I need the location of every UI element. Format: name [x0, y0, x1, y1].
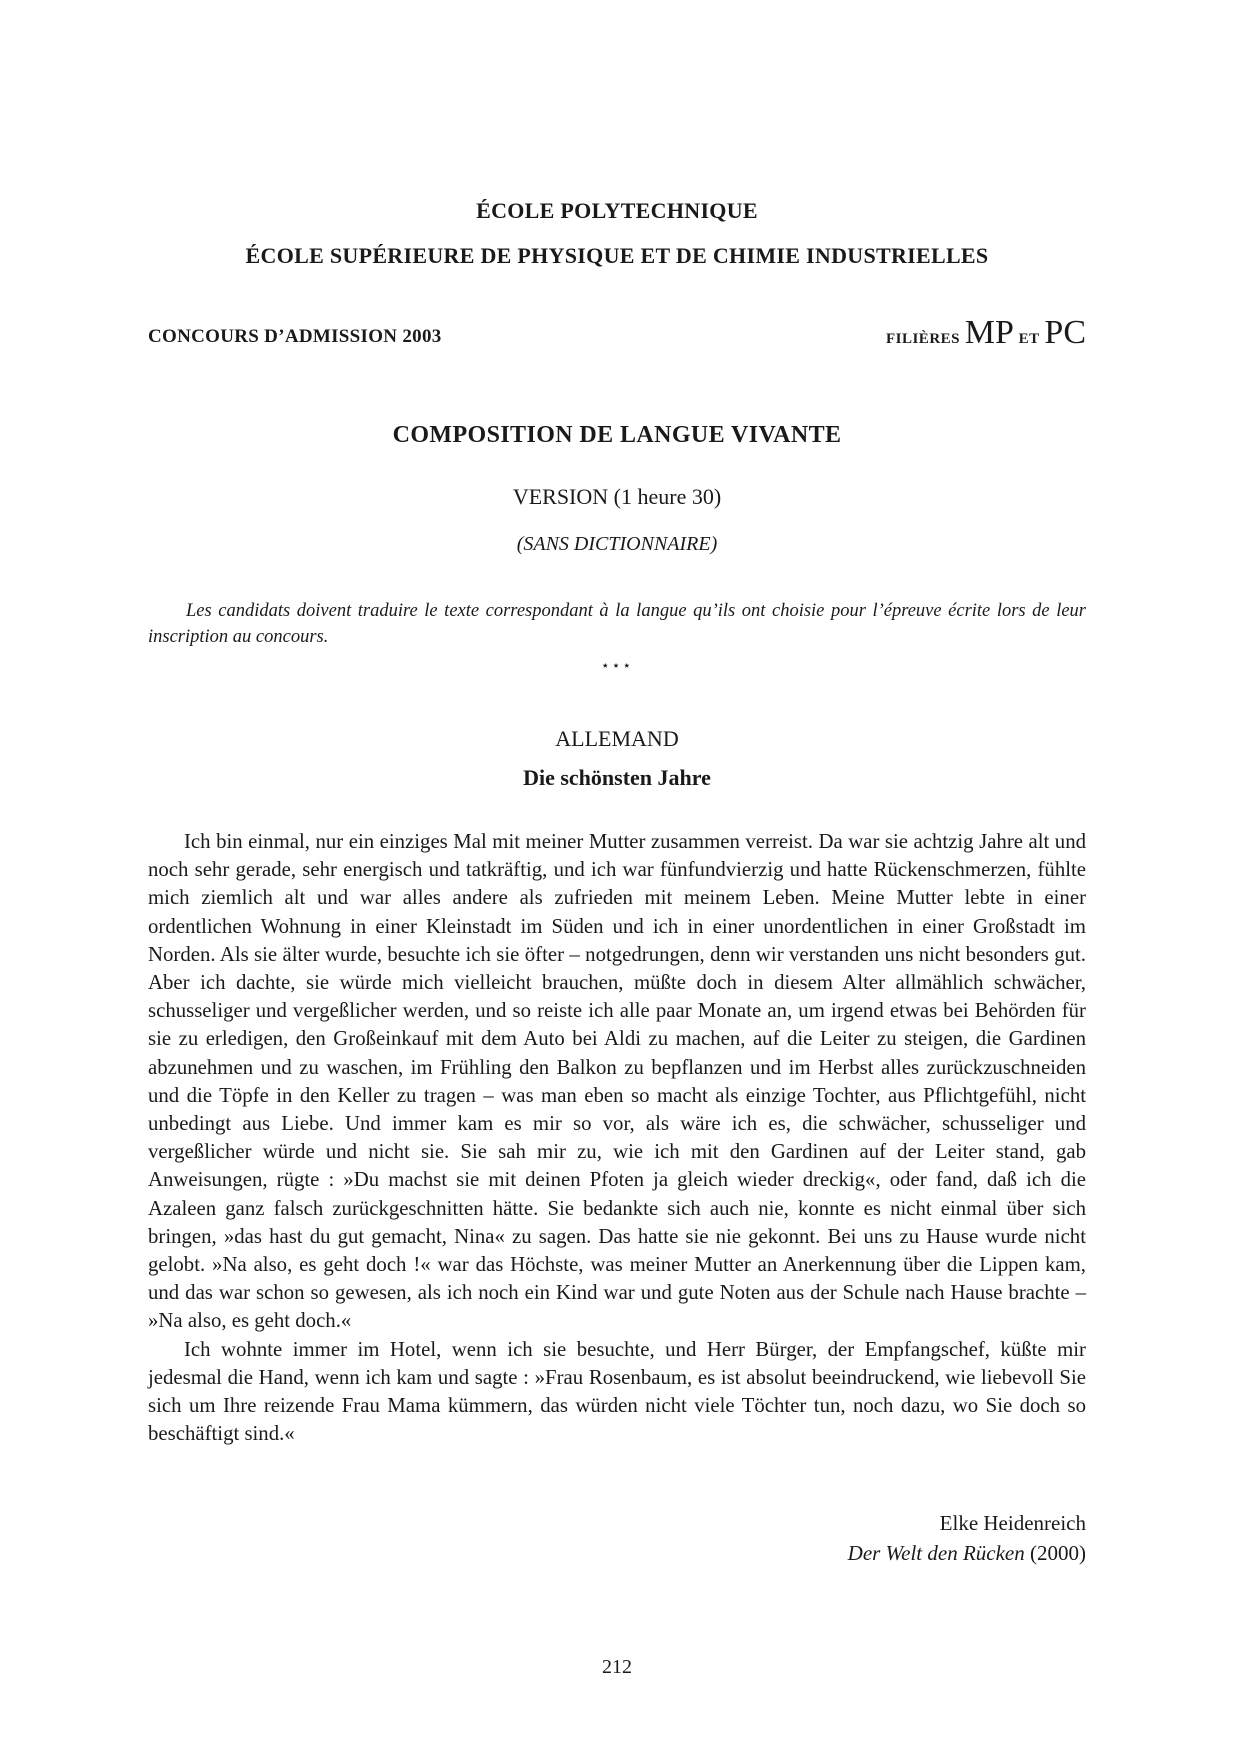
- paragraph: Ich bin einmal, nur ein einziges Mal mit meiner Mutter zusammen verreist. Da war sie achtzig Jahre alt und noch sehr gerade, sehr energisch und tatkräftig, und ich war fünfundvierzig und hatte Rückenschmerzen, fühlte mich ziemlich alt und war alles andere als zufrieden mit meinem Leben. Meine Mutter lebte in einer ordentlichen Wohnung in einer Kleinstadt im Süden und ich in einer unordentlichen in einer Großstadt im Norden. Als sie älter wurde, besuchte ich sie öfter – notgedrungen, denn wir verstanden uns nicht besonders gut. Aber ich dachte, sie würde mich vielleicht brauchen, müßte doch in diesem Alter allmählich schwächer, schusseliger und vergeßlicher werden, und so reiste ich alle paar Monate an, um irgend etwas bei Behörden für sie zu erledigen, den Großeinkauf mit dem Auto bei Aldi zu machen, auf die Leiter zu steigen, die Gardinen abzunehmen und zu waschen, im Frühling den Balkon zu bepflanzen und im Herbst alles zurückzuschneiden und die Töpfe in den Keller zu tragen – was man eben so macht als einzige Tochter, aus Pflichtgefühl, nicht unbedingt aus Liebe. Und immer kam es mir so vor, als wäre ich es, die schwächer, schusseliger und vergeßlicher würde und nicht sie. Sie sah mir zu, wie ich mit den Gardinen auf der Leiter stand, gab Anweisungen, rügte : »Du machst sie mit deinen Pfoten ja gleich wieder dreckig«, oder fand, daß ich die Azaleen ganz falsch zurückgeschnitten hätte. Sie bedankte sich auch nie, konnte es nicht einmal über sich bringen, »das hast du gut gemacht, Nina« zu sagen. Das hatte sie nie gekonnt. Bei uns zu Hause wurde nicht gelobt. »Na also, es geht doch !« war das Höchste, was meiner Mutter an Anerkennung über die Lippen kam, und das war schon so gewesen, als ich noch ein Kind war und gute Noten aus der Schule nach Hause brachte – »Na also, es geht doch.«: [148, 830, 1086, 1333]
- filiere-mp: MP: [964, 314, 1014, 351]
- filiere-separator: et: [1018, 323, 1040, 348]
- language-heading: ALLEMAND: [555, 726, 679, 751]
- concours-row: [148, 312, 1086, 352]
- book-title: Der Welt den Rücken: [847, 1541, 1025, 1565]
- separator-stars: ⋆⋆⋆: [600, 659, 634, 674]
- source: [848, 1538, 1086, 1568]
- institution-title: ÉCOLE POLYTECHNIQUE: [476, 198, 758, 223]
- filieres-word: filières: [885, 323, 960, 348]
- filieres-label: [886, 314, 1086, 352]
- institution-subtitle: ÉCOLE SUPÉRIEURE DE PHYSIQUE ET DE CHIMIE INDUSTRIELLES: [245, 243, 989, 268]
- text-body: [148, 828, 1086, 1448]
- author: Elke Heidenreich: [939, 1511, 1086, 1535]
- exam-no-dictionary: (SANS DICTIONNAIRE): [516, 533, 718, 555]
- exam-version: VERSION (1 heure 30): [512, 484, 722, 509]
- filiere-pc: PC: [1044, 314, 1086, 351]
- book-year: (2000): [1030, 1541, 1086, 1565]
- attribution: [848, 1508, 1086, 1568]
- exam-instructions: Les candidats doivent traduire le texte correspondant à la langue qu’ils ont choisie pour l’épreuve écrite lors de leur inscription au concours.: [148, 601, 1086, 647]
- exam-title: COMPOSITION DE LANGUE VIVANTE: [392, 422, 842, 448]
- text-title: Die schönsten Jahre: [523, 765, 711, 790]
- concours-label: CONCOURS D’ADMISSION 2003: [148, 326, 442, 347]
- paragraph: Ich wohnte immer im Hotel, wenn ich sie besuchte, und Herr Bürger, der Empfangschef, küßte mir jedesmal die Hand, wenn ich kam und sagte : »Frau Rosenbaum, es ist absolut beeindruckend, wie liebevoll Sie sich um Ihre reizende Frau Mama kümmern, das würden nicht viele Töchter tun, noch dazu, wo Sie doch so beschäftigt sind.«: [148, 1337, 1086, 1446]
- page-number: 212: [602, 1656, 632, 1678]
